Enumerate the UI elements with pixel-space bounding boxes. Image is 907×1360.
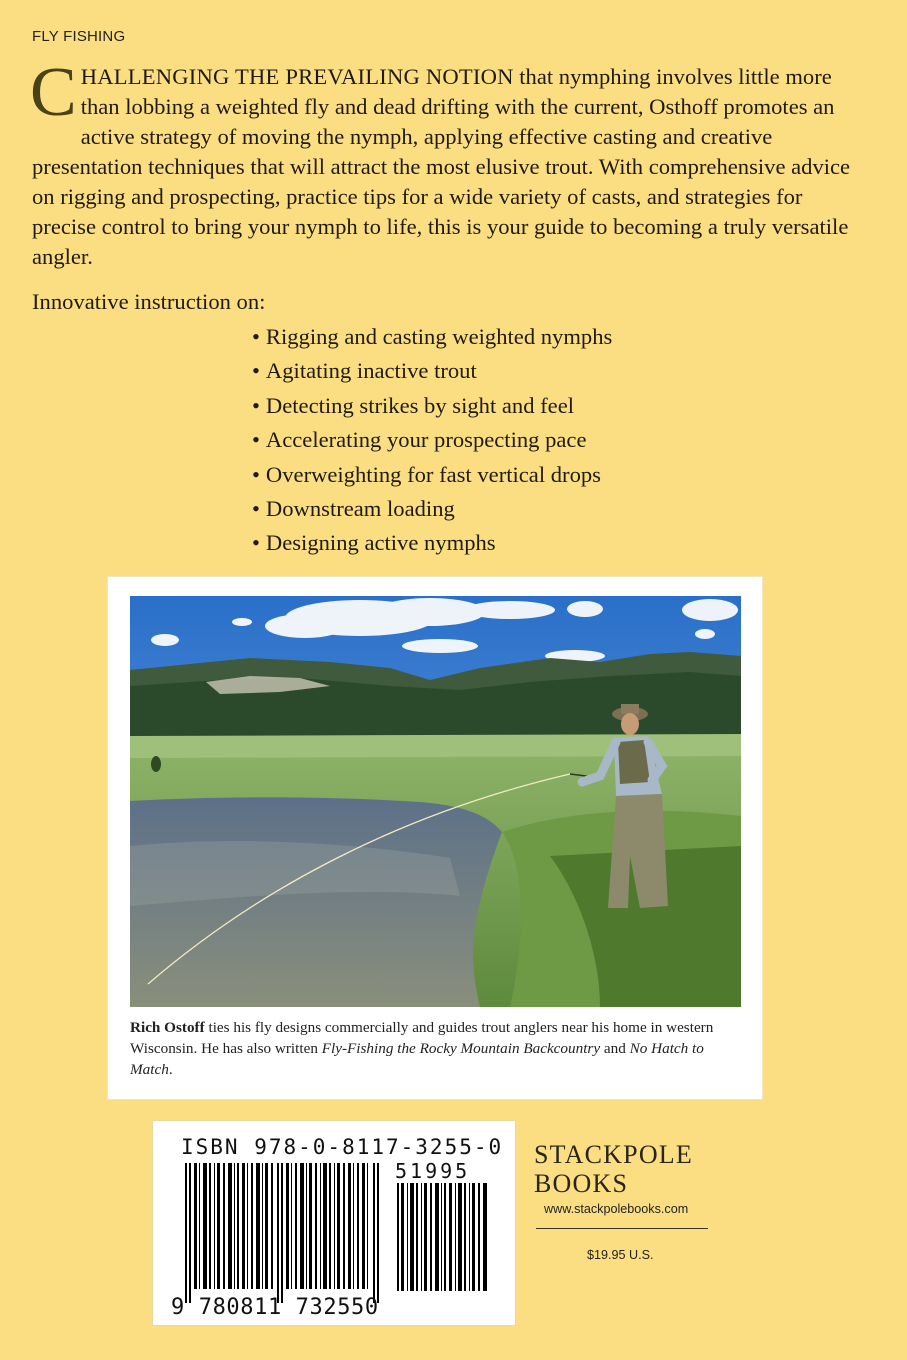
list-item — [252, 425, 612, 459]
ean-right-digits: 732550 — [295, 1295, 379, 1320]
list-item-text: Overweighting for fast vertical drops — [265, 461, 601, 487]
ean-left-digits: 780811 — [198, 1295, 282, 1320]
book-title: Fly-Fishing the Rocky Mountain Backcountry — [321, 1040, 601, 1057]
instruction-subhead: Innovative instruction on: — [32, 289, 266, 314]
publisher-name-line2: BOOKS — [534, 1169, 629, 1198]
publisher-website: www.stackpolebooks.com — [544, 1202, 689, 1216]
list-item-text: Agitating inactive trout — [265, 358, 477, 384]
ean-first-digit: 9 — [171, 1295, 185, 1320]
list-item-text: Designing active nymphs — [265, 530, 496, 556]
list-item — [252, 528, 612, 562]
list-item-text: Accelerating your prospecting pace — [265, 427, 587, 453]
author-caption — [130, 1017, 742, 1080]
author-name: Rich Ostoff — [130, 1019, 205, 1036]
bullet-icon: • — [252, 358, 260, 384]
intro-paragraph — [30, 54, 862, 272]
list-item — [252, 356, 612, 390]
category-label: FLY FISHING — [32, 28, 126, 45]
caption-text: and — [600, 1040, 630, 1057]
bullet-icon: • — [252, 427, 260, 453]
fly-fishing-photo — [130, 596, 741, 1007]
price-code: 51995 — [395, 1159, 471, 1183]
caption-text: ties his fly designs commercially and guides trout anglers near his home in western Wisconsin. He has also written — [130, 1019, 714, 1057]
list-item — [252, 494, 612, 528]
list-item — [252, 460, 612, 494]
bullet-icon: • — [252, 324, 260, 349]
intro-body: that nymphing involves little more than lobbing a weighted fly and dead drifting with the current, Osthoff promotes an active strategy of moving the nymph, applying effective casting and creative presentation techniques that will attract the most elusive trout. With comprehensive advice on rigging and prospecting, practice tips for a wide variety of casts, and strategies for precise control to bring your nymph to life, this is your guide to becoming a truly versatile angler. — [32, 64, 851, 269]
publisher-logo — [534, 1140, 714, 1198]
bullet-icon: • — [252, 495, 260, 521]
divider — [536, 1228, 708, 1229]
list-item — [252, 322, 612, 356]
list-item-text: Downstream loading — [265, 495, 455, 521]
barcode-bars — [185, 1163, 381, 1303]
list-item-text: Rigging and casting weighted nymphs — [265, 324, 613, 349]
book-title: No Hatch to Match — [130, 1040, 704, 1078]
caption-text: . — [168, 1061, 173, 1078]
drop-cap: C — [30, 54, 77, 131]
ean-digits — [171, 1295, 377, 1320]
bullet-icon: • — [252, 461, 260, 487]
intro-lead-caps: HALLENGING THE PREVAILING NOTION — [80, 64, 514, 89]
price: $19.95 U.S. — [587, 1248, 654, 1262]
bullet-icon: • — [252, 530, 260, 556]
isbn-number: ISBN 978-0-8117-3255-0 — [181, 1135, 504, 1159]
publisher-name-line1: STACKPOLE — [534, 1140, 693, 1169]
barcode-label — [152, 1120, 516, 1326]
price-barcode-bars — [397, 1183, 489, 1291]
bullet-icon: • — [252, 392, 260, 418]
list-item — [252, 391, 612, 425]
instruction-list — [252, 322, 612, 563]
author-photo-card — [108, 577, 762, 1099]
list-item-text: Detecting strikes by sight and feel — [265, 392, 574, 418]
